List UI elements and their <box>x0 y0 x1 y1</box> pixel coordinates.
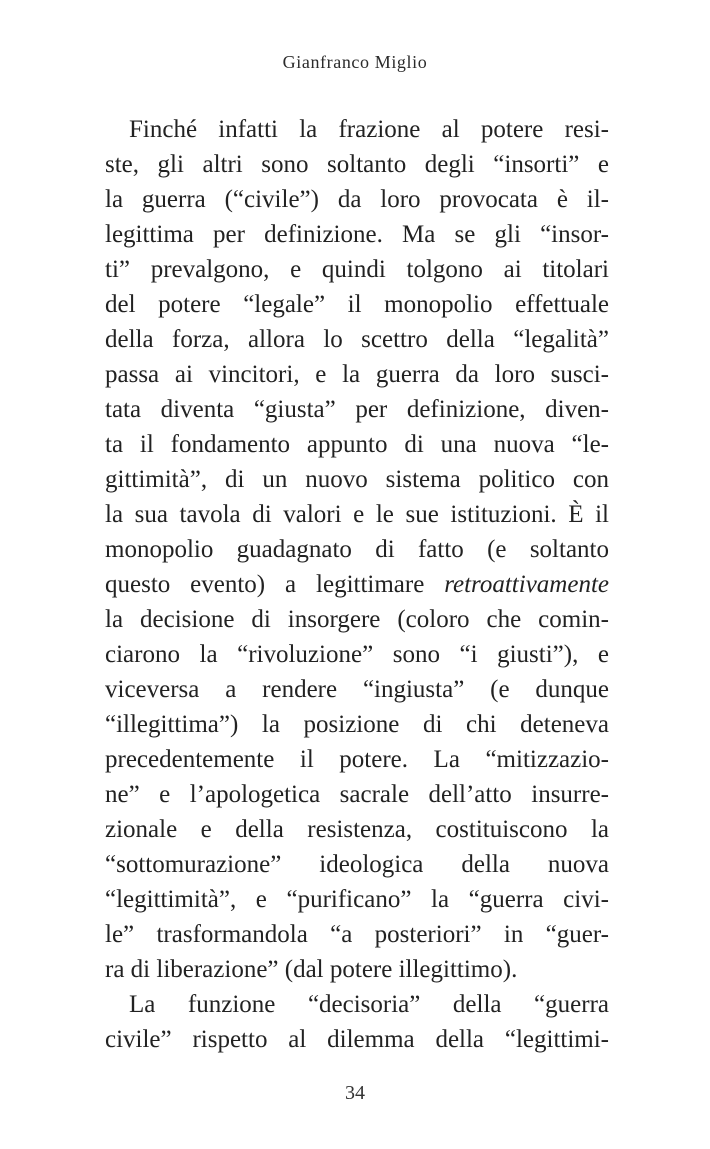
text-segment: le” trasformandola “a posteriori” in “guer- <box>105 921 609 948</box>
text-segment: la decisione di insorgere (coloro che comin- <box>105 606 609 633</box>
text-segment: ciarono la “rivoluzione” sono “i giusti”), e <box>105 641 609 668</box>
text-segment: monopolio guadagnato di fatto (e soltanto <box>105 536 609 563</box>
text-segment: viceversa a rendere “ingiusta” (e dunque <box>105 676 609 703</box>
text-segment: della forza, allora lo scettro della “legalità” <box>105 326 609 353</box>
text-line <box>105 532 609 567</box>
text-line <box>105 287 609 322</box>
text-segment: gittimità”, di un nuovo sistema politico con <box>105 466 609 493</box>
text-segment: questo evento) a legittimare <box>105 571 445 598</box>
text-segment: ne” e l’apologetica sacrale dell’atto insurre- <box>105 781 609 808</box>
text-segment: legittima per definizione. Ma se gli “insor- <box>105 221 609 248</box>
text-line <box>105 812 609 847</box>
text-segment: zionale e della resistenza, costituiscono la <box>105 816 609 843</box>
text-segment: ti” prevalgono, e quindi tolgono ai titolari <box>105 256 609 283</box>
text-line <box>105 252 609 287</box>
text-line <box>105 847 609 882</box>
text-segment: civile” rispetto al dilemma della “legittimi- <box>105 1026 609 1053</box>
text-line <box>105 672 609 707</box>
text-segment: del potere “legale” il monopolio effettuale <box>105 291 609 318</box>
text-segment: la sua tavola di valori e le sue istituzioni. È il <box>105 501 609 528</box>
text-line <box>105 462 609 497</box>
text-segment: “illegittima”) la posizione di chi deteneva <box>105 711 609 738</box>
text-line <box>105 112 609 147</box>
text-segment: ste, gli altri sono soltanto degli “insorti” e <box>105 151 609 178</box>
text-line <box>105 952 609 987</box>
text-segment: la guerra (“civile”) da loro provocata è il- <box>105 186 609 213</box>
text-line <box>105 917 609 952</box>
text-segment: ra di liberazione” (dal potere illegittimo). <box>105 956 518 983</box>
text-line <box>105 987 609 1022</box>
text-line <box>105 427 609 462</box>
text-line <box>105 392 609 427</box>
text-segment: Finché infatti la frazione al potere resi- <box>129 116 609 143</box>
text-segment: “legittimità”, e “purificano” la “guerra civi- <box>105 886 609 913</box>
text-segment: ta il fondamento appunto di una nuova “le- <box>105 431 609 458</box>
text-line <box>105 357 609 392</box>
text-line <box>105 147 609 182</box>
text-line <box>105 217 609 252</box>
text-line <box>105 567 609 602</box>
text-line <box>105 182 609 217</box>
page-number: 34 <box>345 1082 365 1104</box>
text-line <box>105 882 609 917</box>
running-header: Gianfranco Miglio <box>282 52 428 72</box>
text-segment: precedentemente il potere. La “mitizzazio- <box>105 746 609 773</box>
text-line <box>105 637 609 672</box>
text-segment: passa ai vincitori, e la guerra da loro susci- <box>105 361 609 388</box>
text-segment: tata diventa “giusta” per definizione, diven- <box>105 396 609 423</box>
text-line <box>105 742 609 777</box>
emphasized-text: retroattivamente <box>444 571 609 598</box>
text-line <box>105 497 609 532</box>
text-segment: “sottomurazione” ideologica della nuova <box>105 851 609 878</box>
text-line <box>105 1022 609 1057</box>
text-line <box>105 777 609 812</box>
text-line <box>105 322 609 357</box>
text-segment: La funzione “decisoria” della “guerra <box>129 991 609 1018</box>
text-line <box>105 602 609 637</box>
body-text <box>105 112 609 1057</box>
text-line <box>105 707 609 742</box>
